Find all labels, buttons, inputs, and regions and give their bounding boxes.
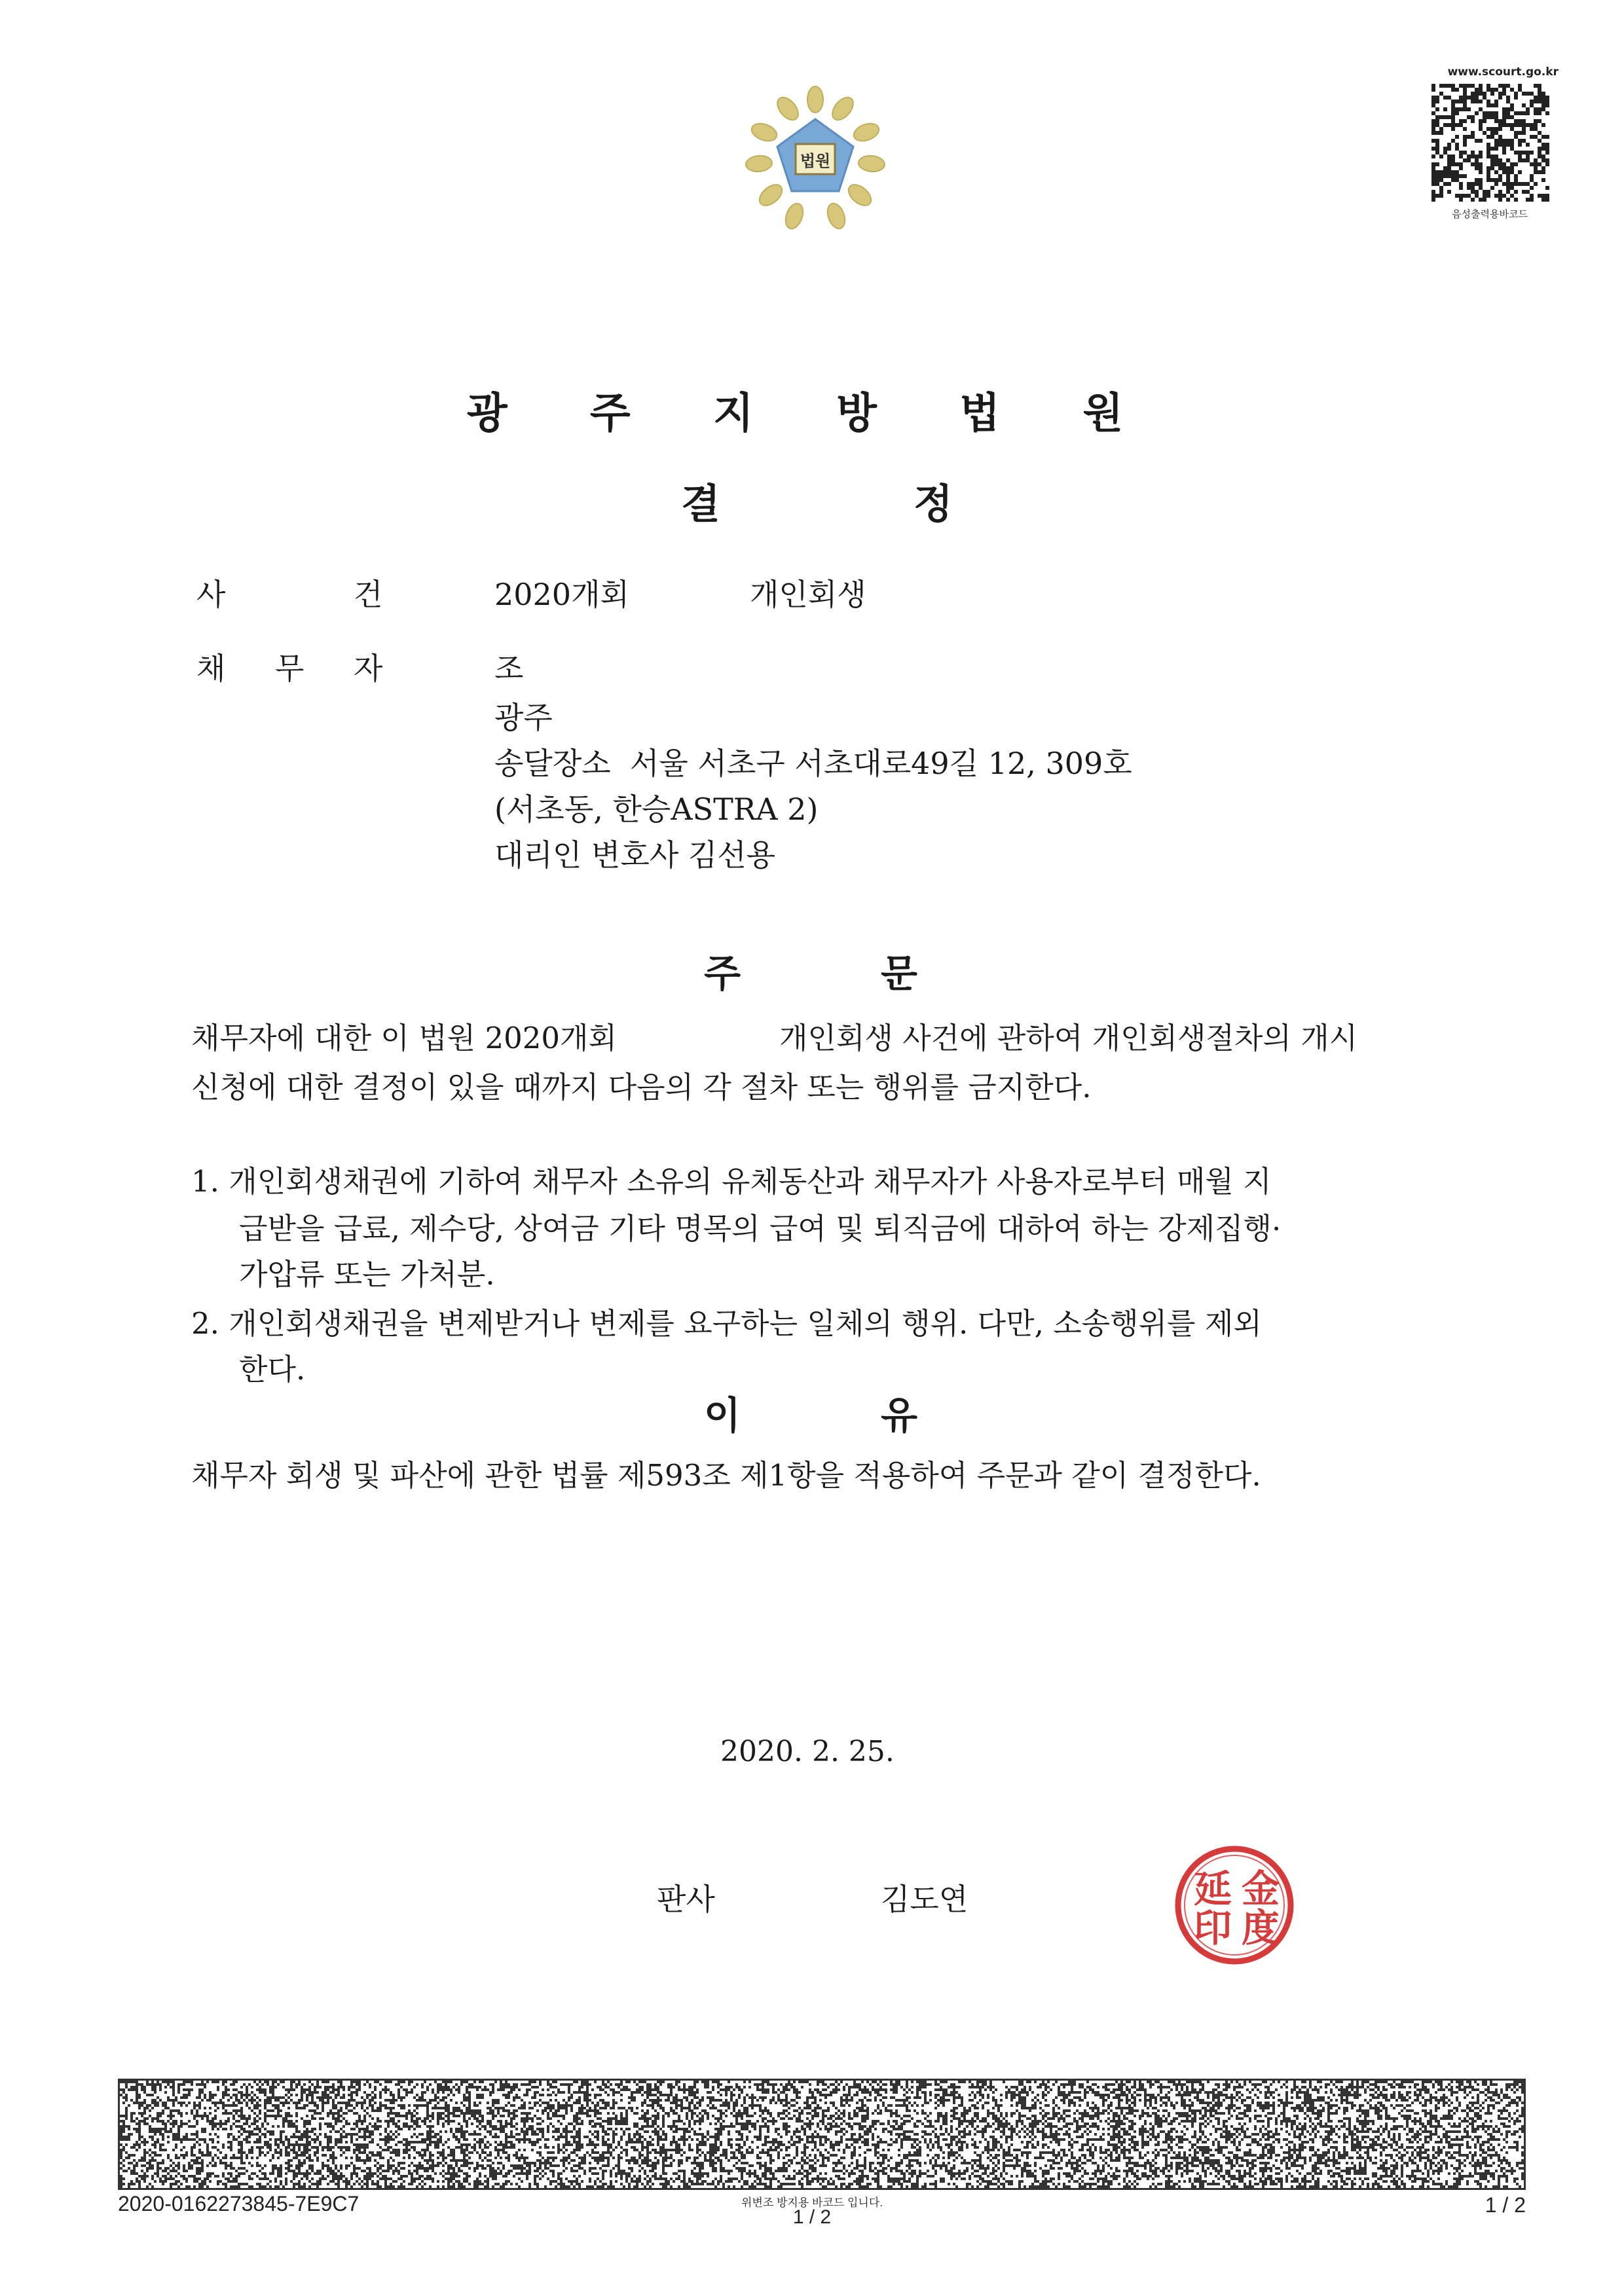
seal-char-2: 度: [1241, 1906, 1280, 1950]
debtor-label-char-1: 채: [196, 651, 226, 686]
judge-seal-stamp: [1172, 1843, 1297, 1967]
debtor-delivery-address: 송달장소 서울 서초구 서초대로49길 12, 309호: [494, 746, 1132, 781]
order-heading-left: 주: [704, 951, 741, 996]
order-intro-line-2: 신청에 대한 결정이 있을 때까지 다음의 각 절차 또는 행위를 금지한다.: [191, 1070, 1092, 1104]
debtor-label-char-3: 자: [354, 651, 383, 686]
debtor-agent: 대리인 변호사 김선용: [494, 837, 776, 873]
reason-heading-right: 유: [881, 1393, 918, 1438]
footer-barcode-note: 위변조 방지용 바코드 입니다.: [741, 2196, 883, 2209]
order-item-2-line-1: 2. 개인회생채권을 변제받거나 변제를 요구하는 일체의 행위. 다만, 소송행위를 제외: [191, 1306, 1262, 1341]
judge-name: 김도연: [881, 1882, 969, 1917]
debtor-delivery-sub: (서초동, 한승ASTRA 2): [494, 792, 819, 827]
debtor-name: 조: [494, 651, 524, 686]
footer-doc-id: 2020-0162273845-7E9C7: [118, 2192, 360, 2215]
order-heading-right: 문: [881, 951, 918, 996]
qr-code-graphic: [1431, 84, 1549, 202]
seal-char-1: 金: [1241, 1867, 1280, 1911]
emblem-text: 법원: [800, 152, 831, 170]
doc-title-left: 결: [681, 480, 720, 528]
order-item-2-line-2: 한다.: [239, 1352, 306, 1387]
case-number: 2020개회: [494, 577, 629, 612]
doc-title-right: 정: [913, 480, 953, 528]
order-intro-line-1a: 채무자에 대한 이 법원 2020개회: [191, 1021, 617, 1055]
order-intro-line-1b: 개인회생 사건에 관하여 개인회생절차의 개시: [779, 1021, 1358, 1055]
qr-url-text: www.scourt.go.kr: [1447, 65, 1559, 79]
footer-page-number: 1 / 2: [1485, 2193, 1526, 2217]
order-item-1-line-2: 급받을 급료, 제수당, 상여금 기타 명목의 급여 및 퇴직금에 대하여 하는 강제집행·: [239, 1211, 1282, 1246]
reason-text: 채무자 회생 및 파산에 관한 법률 제593조 제1항을 적용하여 주문과 같이 결정한다.: [191, 1458, 1261, 1493]
debtor-label-char-2: 무: [275, 651, 304, 686]
footer-center-page: 1 / 2: [792, 2206, 832, 2228]
qr-caption-text: 음성출력용바코드: [1452, 208, 1528, 220]
court-name-title: 광 주 지 방 법 원: [466, 390, 1158, 438]
decision-date: 2020. 2. 25.: [720, 1735, 895, 1768]
reason-heading-left: 이: [704, 1393, 741, 1438]
case-label-char-1: 사: [196, 577, 226, 612]
case-type: 개인회생: [750, 577, 866, 612]
audio-output-qr-block: [1421, 65, 1559, 229]
seal-char-4: 印: [1193, 1906, 1232, 1950]
anti-forgery-barcode: [118, 2079, 1526, 2190]
judge-title: 판사: [657, 1882, 715, 1917]
order-item-1-line-1: 1. 개인회생채권에 기하여 채무자 소유의 유체동산과 채무자가 사용자로부터 매월 지: [191, 1164, 1272, 1199]
case-label-char-2: 건: [354, 577, 383, 612]
debtor-address: 광주: [494, 700, 553, 735]
seal-char-3: 延: [1193, 1867, 1232, 1911]
order-item-1-line-3: 가압류 또는 가처분.: [239, 1257, 495, 1292]
court-emblem-logo: [737, 85, 894, 236]
